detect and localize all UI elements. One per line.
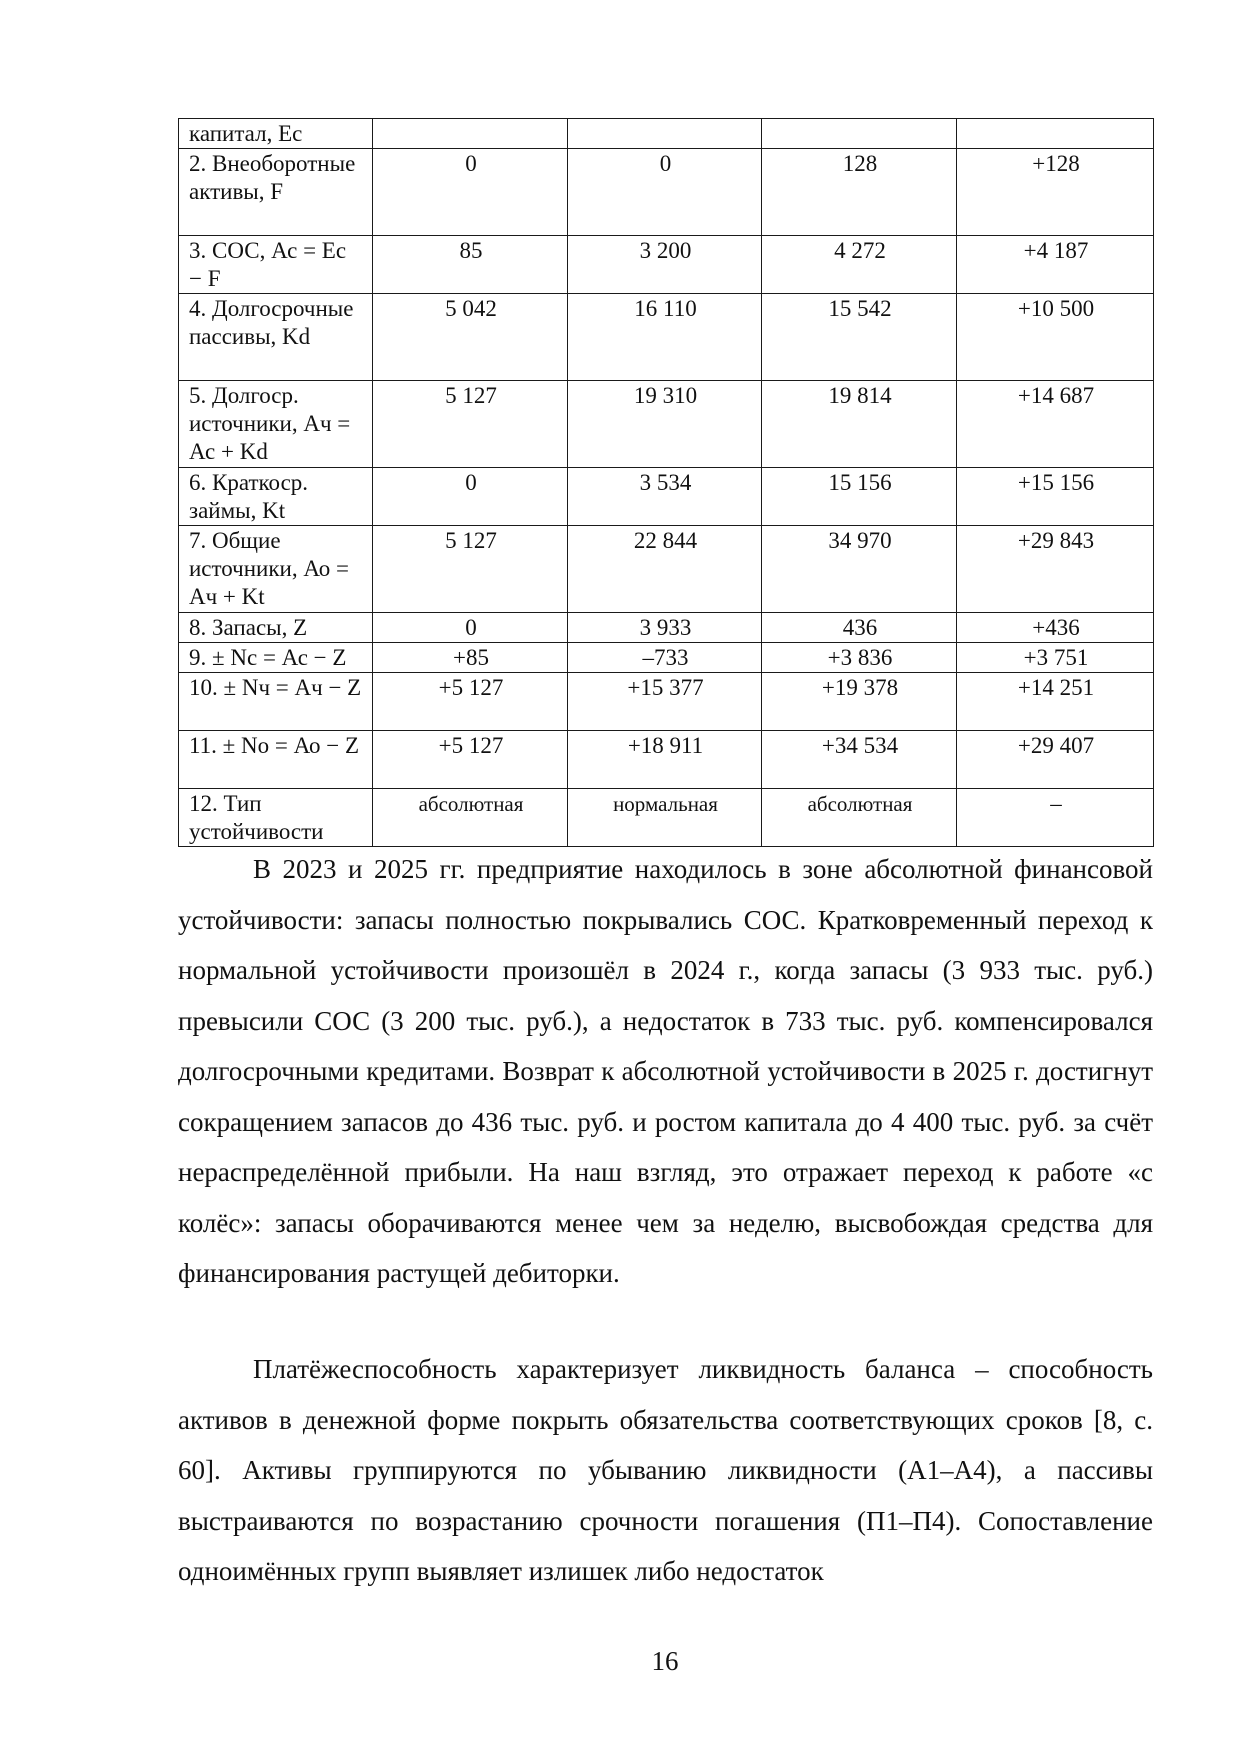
cell-value: 4 272 — [762, 236, 957, 294]
cell-value — [762, 119, 957, 149]
cell-value: +18 911 — [568, 731, 762, 789]
cell-value: 3 534 — [568, 468, 762, 526]
cell-value: +436 — [957, 613, 1154, 643]
cell-value: 0 — [373, 613, 568, 643]
table-row — [179, 526, 1154, 613]
financial-stability-table — [178, 118, 1154, 847]
cell-value — [957, 119, 1154, 149]
row-label: 6. Краткоср. займы, Kt — [179, 468, 373, 526]
cell-value: 85 — [373, 236, 568, 294]
table-row — [179, 119, 1154, 149]
row-label: 11. ± No = Ао − Z — [179, 731, 373, 789]
cell-value: 5 127 — [373, 526, 568, 613]
table-row — [179, 236, 1154, 294]
cell-value: +15 156 — [957, 468, 1154, 526]
row-label: 10. ± Nч = Ач − Z — [179, 673, 373, 731]
cell-value: +19 378 — [762, 673, 957, 731]
row-label: 5. Долгоср. источники, Ач = Ас + Kd — [179, 381, 373, 468]
cell-value: –733 — [568, 643, 762, 673]
paragraph: Платёжеспособность характеризует ликвидность баланса – способность активов в денежной форме покрыть обязательства соответствующих сроков [8, с. 60]. Активы группируются по убыванию ликвидности (А1–А4), а пассивы выстраиваются по возрастанию срочности погашения (П1–П4). Сопоставление одноимённых групп выявляет излишек либо недостаток — [178, 1354, 1153, 1586]
cell-value: 0 — [373, 468, 568, 526]
cell-value: +15 377 — [568, 673, 762, 731]
cell-value: 5 042 — [373, 294, 568, 381]
cell-value: +34 534 — [762, 731, 957, 789]
cell-value: 5 127 — [373, 381, 568, 468]
cell-value: 3 933 — [568, 613, 762, 643]
table-row — [179, 149, 1154, 236]
cell-value: 19 310 — [568, 381, 762, 468]
row-label: 12. Тип устойчивости — [179, 789, 373, 847]
cell-value: +4 187 — [957, 236, 1154, 294]
cell-value: +128 — [957, 149, 1154, 236]
table-row — [179, 673, 1154, 731]
row-label: 4. Долгосрочные пассивы, Kd — [179, 294, 373, 381]
table-row — [179, 731, 1154, 789]
cell-value: +10 500 — [957, 294, 1154, 381]
table-row — [179, 468, 1154, 526]
row-label: 7. Общие источники, Ао = Ач + Kt — [179, 526, 373, 613]
row-label: 3. СОС, Ас = Ес − F — [179, 236, 373, 294]
table-row — [179, 789, 1154, 847]
cell-value: +14 687 — [957, 381, 1154, 468]
cell-value: 0 — [373, 149, 568, 236]
table-row — [179, 643, 1154, 673]
cell-value: 16 110 — [568, 294, 762, 381]
cell-value: +14 251 — [957, 673, 1154, 731]
cell-value: 3 200 — [568, 236, 762, 294]
cell-value: нормальная — [568, 789, 762, 847]
cell-value: – — [957, 789, 1154, 847]
cell-value: +85 — [373, 643, 568, 673]
cell-value: 34 970 — [762, 526, 957, 613]
cell-value — [373, 119, 568, 149]
row-label: 2. Внеоборотные активы, F — [179, 149, 373, 236]
cell-value: 436 — [762, 613, 957, 643]
cell-value — [568, 119, 762, 149]
row-label: 9. ± Nc = Ас − Z — [179, 643, 373, 673]
cell-value: 15 542 — [762, 294, 957, 381]
table-row — [179, 381, 1154, 468]
cell-value: 19 814 — [762, 381, 957, 468]
row-label: 8. Запасы, Z — [179, 613, 373, 643]
table-row — [179, 294, 1154, 381]
cell-value: абсолютная — [762, 789, 957, 847]
cell-value: 128 — [762, 149, 957, 236]
row-label: капитал, Ес — [179, 119, 373, 149]
cell-value: +3 836 — [762, 643, 957, 673]
table-row — [179, 613, 1154, 643]
cell-value: +5 127 — [373, 731, 568, 789]
cell-value: абсолютная — [373, 789, 568, 847]
cell-value: +29 407 — [957, 731, 1154, 789]
cell-value: +3 751 — [957, 643, 1154, 673]
cell-value: 15 156 — [762, 468, 957, 526]
cell-value: 22 844 — [568, 526, 762, 613]
cell-value: 0 — [568, 149, 762, 236]
page-number: 16 — [651, 1646, 679, 1676]
paragraph: В 2023 и 2025 гг. предприятие находилось в зоне абсолютной финансовой устойчивости: запасы полностью покрывались СОС. Кратковременный переход к нормальной устойчивости произошёл в 2024 г., когда запасы (3 933 тыс. руб.) превысили СОС (3 200 тыс. руб.), а недостаток в 733 тыс. руб. компенсировался долгосрочными кредитами. Возврат к абсолютной устойчивости в 2025 г. достигнут сокращением запасов до 436 тыс. руб. и ростом капитала до 4 400 тыс. руб. за счёт нераспределённой прибыли. На наш взгляд, это отражает переход к работе «с колёс»: запасы оборачиваются менее чем за неделю, высвобождая средства для финансирования растущей дебиторки. — [178, 854, 1153, 1288]
cell-value: +5 127 — [373, 673, 568, 731]
cell-value: +29 843 — [957, 526, 1154, 613]
